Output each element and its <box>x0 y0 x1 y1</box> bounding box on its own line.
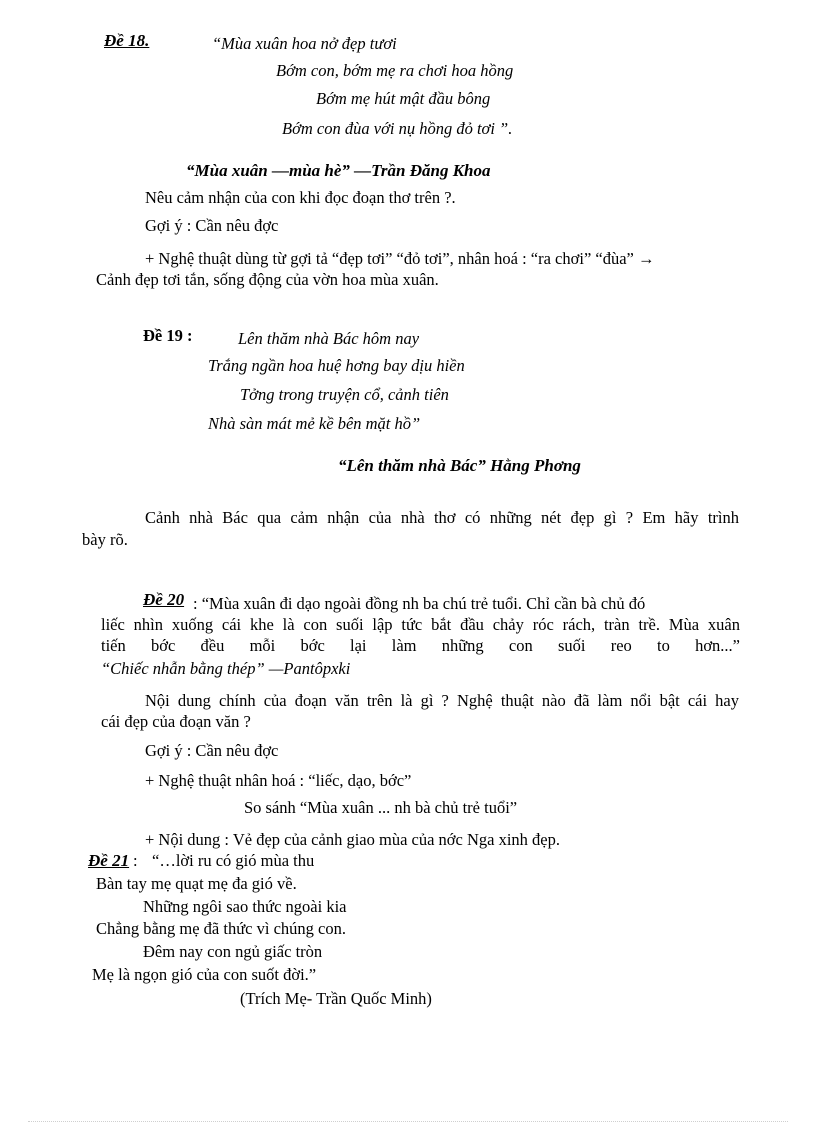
de20-answer-2: So sánh “Mùa xuân ... nh bà chủ trẻ tuổi” <box>244 798 518 817</box>
de19-source: “Lên thăm nhà Bác” Hằng Phơng <box>338 456 581 475</box>
de20-source: “Chiếc nhẫn bằng thép” —Pantôpxki <box>101 659 351 678</box>
de18-source: “Mùa xuân —mùa hè” —Trần Đăng Khoa <box>186 161 491 180</box>
de20-hint: Gợi ý : Cần nêu đợc <box>145 741 279 760</box>
de18-hint: Gợi ý : Cần nêu đợc <box>145 216 279 235</box>
de20-text-line-3: tiến bớc đều mỗi bớc lại làm những con suối reo to hơn...” <box>101 636 740 655</box>
de19-question-line-1: Cảnh nhà Bác qua cảm nhận của nhà thơ có những nét đẹp gì ? Em hãy trình <box>145 508 739 527</box>
de18-poem-line-4: Bớm con đùa với nụ hồng đỏ tơi ”. <box>282 119 513 138</box>
de21-source: (Trích Mẹ- Trần Quốc Minh) <box>240 989 432 1008</box>
de20-answer-1: + Nghệ thuật nhân hoá : “liếc, dạo, bớc” <box>145 771 412 790</box>
de18-label: Đề 18. <box>104 31 150 50</box>
de20-question-line-1: Nội dung chính của đoạn văn trên là gì ? Nghệ thuật nào đã làm nổi bật cái hay <box>145 691 739 710</box>
de20-text-line-2: liếc nhìn xuống cái khe là con suối lập tức bắt đầu chảy róc rách, tràn trề. Mùa xuân <box>101 615 740 634</box>
de18-poem-line-2: Bớm con, bớm mẹ ra chơi hoa hồng <box>276 61 514 80</box>
de18-question: Nêu cảm nhận của con khi đọc đoạn thơ trên ?. <box>145 188 456 207</box>
de19-poem-line-2: Trắng ngần hoa huệ hơng bay dịu hiền <box>208 356 465 375</box>
de19-poem-line-1: Lên thăm nhà Bác hôm nay <box>238 329 420 348</box>
de20-label: Đề 20 <box>143 590 185 609</box>
de21-poem-line-1: “…lời ru có gió mùa thu <box>152 851 315 870</box>
page-bottom-divider <box>28 1121 788 1122</box>
de19-poem-line-3: Tởng trong truyện cổ, cảnh tiên <box>240 385 449 404</box>
de20-question-line-2: cái đẹp của đoạn văn ? <box>101 712 251 731</box>
de21-poem-line-2: Bàn tay mẹ quạt mẹ đa gió về. <box>96 874 297 893</box>
de18-answer-line-1: + Nghệ thuật dùng từ gợi tả “đẹp tơi” “đỏ tơi”, nhân hoá : “ra chơi” “đùa” → <box>145 249 655 268</box>
de21-poem-line-5: Đêm nay con ngủ giấc tròn <box>143 942 323 961</box>
de19-question-line-2: bày rõ. <box>82 530 128 549</box>
de18-poem-line-1: “Mùa xuân hoa nở đẹp tươi <box>212 34 397 53</box>
de21-poem-line-3: Những ngôi sao thức ngoài kia <box>143 897 347 916</box>
de19-label: Đề 19 : <box>143 326 193 345</box>
de21-poem-line-4: Chẳng bằng mẹ đã thức vì chúng con. <box>96 919 346 938</box>
de21-colon: : <box>133 851 138 870</box>
de20-text-line-1: : “Mùa xuân đi dạo ngoài đồng nh ba chú trẻ tuổi. Chỉ cần bà chủ đó <box>193 594 646 613</box>
de20-answer-3: + Nội dung : Vẻ đẹp của cảnh giao mùa của nớc Nga xinh đẹp. <box>145 830 560 849</box>
de18-poem-line-3: Bớm mẹ hút mật đầu bông <box>316 89 491 108</box>
de21-label: Đề 21 <box>88 851 130 870</box>
de21-poem-line-6: Mẹ là ngọn gió của con suốt đời.” <box>92 965 317 984</box>
de19-poem-line-4: Nhà sàn mát mẻ kề bên mặt hồ” <box>208 414 421 433</box>
de18-answer-line-2: Cảnh đẹp tơi tắn, sống động của vờn hoa mùa xuân. <box>96 270 439 289</box>
